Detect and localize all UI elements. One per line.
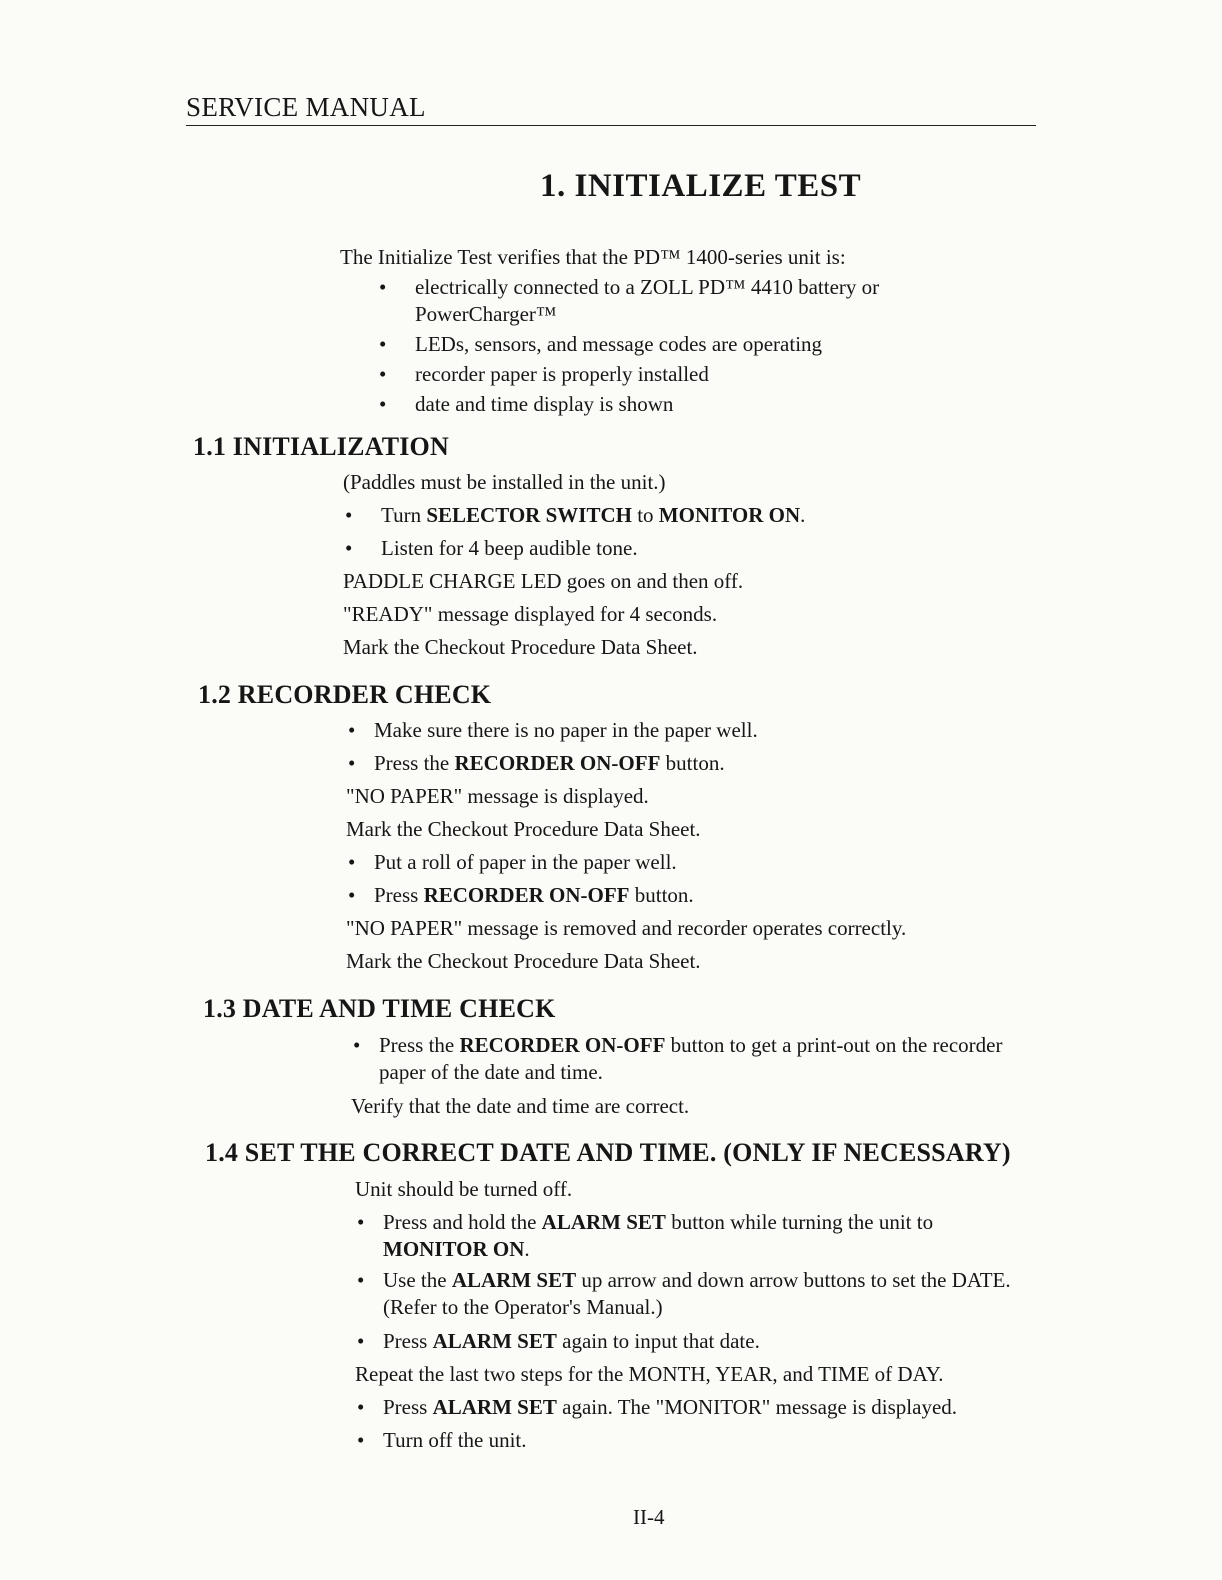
list-item xyxy=(343,499,805,532)
text: button. xyxy=(629,883,694,907)
section-set-date-time xyxy=(355,1173,1025,1457)
bullet-icon: • xyxy=(348,883,356,907)
list-item xyxy=(379,391,985,418)
bold-text: MONITOR ON xyxy=(658,503,801,527)
list-item-text: electrically connected to a ZOLL PD™ 4410 battery or PowerCharger™ xyxy=(415,275,880,326)
text: Put a roll of paper in the paper well. xyxy=(374,850,677,874)
list-item xyxy=(355,1267,1025,1321)
bold-text: RECORDER ON-OFF xyxy=(423,883,630,907)
body-text: Verify that the date and time are correct. xyxy=(351,1094,690,1118)
list-item xyxy=(379,361,985,388)
bold-text: RECORDER ON-OFF xyxy=(454,751,661,775)
text: Listen for 4 beep audible tone. xyxy=(381,536,638,560)
header-text: SERVICE MANUAL xyxy=(186,92,426,122)
list-item xyxy=(351,1032,1011,1086)
text: again. The "MONITOR" message is displayed. xyxy=(556,1395,958,1419)
list-item xyxy=(346,879,906,912)
bold-text: ALARM SET xyxy=(432,1329,557,1353)
bullet-icon: • xyxy=(345,503,353,527)
body-text: "READY" message displayed for 4 seconds. xyxy=(343,602,718,626)
list-item xyxy=(355,1325,1025,1358)
section-heading-set-date-time: 1.4 SET THE CORRECT DATE AND TIME. (ONLY IF NECESSARY) xyxy=(205,1138,1011,1167)
bullet-icon: • xyxy=(353,1033,361,1057)
text: Press the xyxy=(379,1033,460,1057)
bold-text: ALARM SET xyxy=(541,1210,666,1234)
intro-block xyxy=(340,245,985,421)
bold-text: ALARM SET xyxy=(432,1395,557,1419)
section-recorder-check xyxy=(346,714,906,978)
body-text: PADDLE CHARGE LED goes on and then off. xyxy=(343,569,744,593)
list-item xyxy=(346,846,906,879)
text: Press xyxy=(383,1329,433,1353)
text: again to input that date. xyxy=(556,1329,760,1353)
text: Press xyxy=(383,1395,433,1419)
page-number: II-4 xyxy=(633,1505,665,1529)
text: Press the xyxy=(374,751,455,775)
body-text: "NO PAPER" message is displayed. xyxy=(346,784,649,808)
bullet-icon: • xyxy=(379,275,387,299)
text: up arrow and down arrow buttons to set the DATE. (Refer to the Operator's Manual.) xyxy=(383,1268,1011,1319)
list-item xyxy=(379,331,985,358)
bold-text: RECORDER ON-OFF xyxy=(459,1033,666,1057)
list-item xyxy=(343,532,805,565)
list-item-text: recorder paper is properly installed xyxy=(415,362,709,386)
section-heading-recorder-check: 1.2 RECORDER CHECK xyxy=(198,680,492,709)
text: Press xyxy=(374,883,424,907)
bullet-icon: • xyxy=(345,536,353,560)
list-item xyxy=(355,1424,1025,1457)
text: . xyxy=(524,1237,530,1261)
list-item-text: date and time display is shown xyxy=(415,392,674,416)
section-heading-date-time-check: 1.3 DATE AND TIME CHECK xyxy=(203,994,556,1023)
body-text: Unit should be turned off. xyxy=(355,1177,573,1201)
body-text: Mark the Checkout Procedure Data Sheet. xyxy=(346,817,701,841)
text: Press and hold the xyxy=(383,1210,542,1234)
text: Make sure there is no paper in the paper well. xyxy=(374,718,758,742)
text: Turn xyxy=(381,503,427,527)
bullet-icon: • xyxy=(357,1395,365,1419)
text: . xyxy=(800,503,806,527)
list-item xyxy=(379,274,985,328)
text: Use the xyxy=(383,1268,452,1292)
body-text: "NO PAPER" message is removed and recorder operates correctly. xyxy=(346,916,907,940)
list-item xyxy=(355,1391,1025,1424)
bullet-icon: • xyxy=(357,1428,365,1452)
list-item xyxy=(355,1209,1025,1263)
body-text: Repeat the last two steps for the MONTH, YEAR, and TIME of DAY. xyxy=(355,1362,944,1386)
text: to xyxy=(631,503,659,527)
bullet-icon: • xyxy=(357,1329,365,1353)
page-header xyxy=(186,92,1036,126)
text: button to get a print-out on the recorder paper of the date and time. xyxy=(379,1033,1003,1084)
list-item xyxy=(346,714,906,747)
bullet-icon: • xyxy=(379,392,387,416)
body-text: Mark the Checkout Procedure Data Sheet. xyxy=(343,635,698,659)
page-title: 1. INITIALIZE TEST xyxy=(540,168,862,204)
bullet-icon: • xyxy=(348,751,356,775)
body-text: Mark the Checkout Procedure Data Sheet. xyxy=(346,949,701,973)
bullet-icon: • xyxy=(348,850,356,874)
bullet-icon: • xyxy=(348,718,356,742)
bullet-icon: • xyxy=(379,332,387,356)
text: button. xyxy=(660,751,725,775)
bold-text: SELECTOR SWITCH xyxy=(426,503,632,527)
section-heading-initialization: 1.1 INITIALIZATION xyxy=(193,432,449,461)
bold-text: MONITOR ON xyxy=(383,1237,525,1261)
bullet-icon: • xyxy=(379,362,387,386)
text: button while turning the unit to xyxy=(665,1210,934,1234)
bold-text: ALARM SET xyxy=(451,1268,577,1292)
text: Turn off the unit. xyxy=(383,1428,527,1452)
intro-lead: The Initialize Test verifies that the PD™ 1400-series unit is: xyxy=(340,245,846,269)
bullet-icon: • xyxy=(357,1210,365,1234)
section-initialization xyxy=(343,466,805,664)
bullet-icon: • xyxy=(357,1268,365,1292)
list-item xyxy=(346,747,906,780)
intro-list xyxy=(379,274,985,418)
section-date-time-check xyxy=(351,1029,1011,1123)
note-text: (Paddles must be installed in the unit.) xyxy=(343,470,666,494)
list-item-text: LEDs, sensors, and message codes are operating xyxy=(415,332,823,356)
